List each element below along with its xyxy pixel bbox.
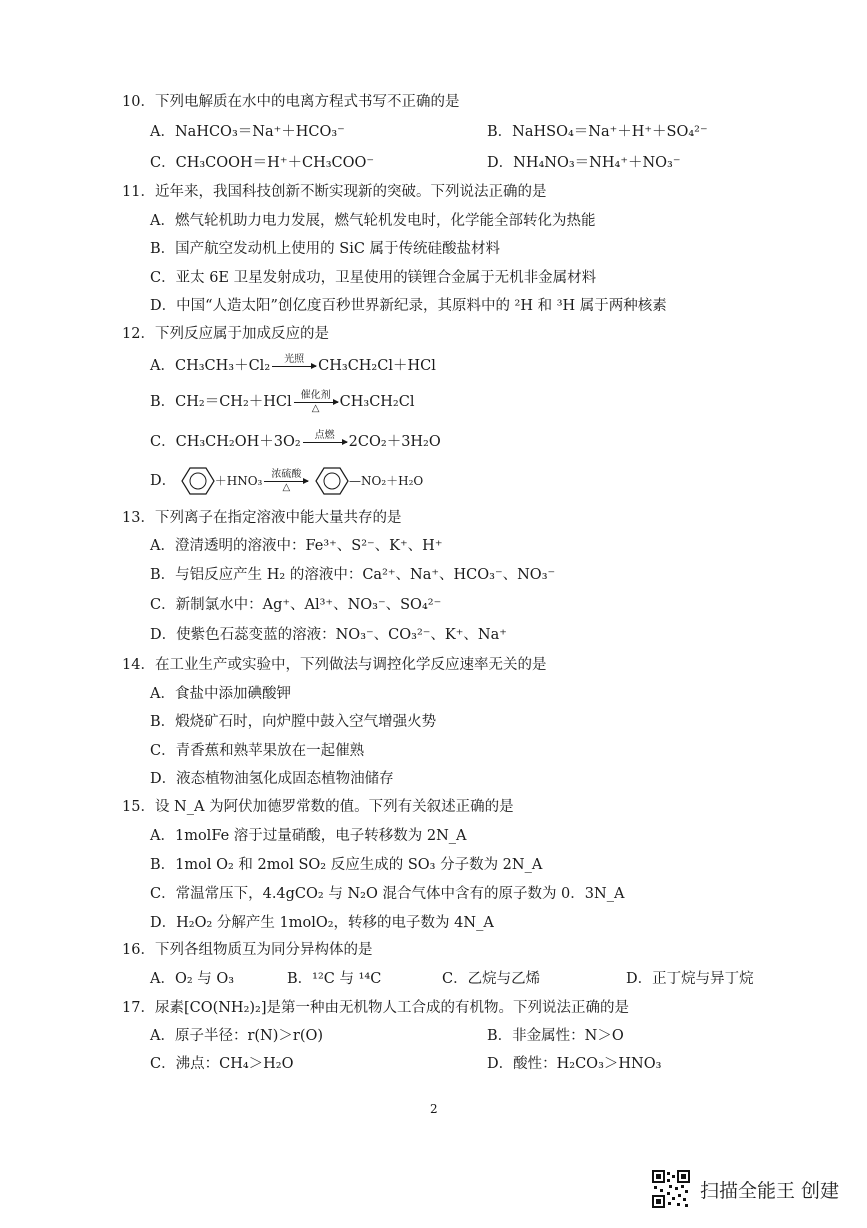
q15-option-d: D．H₂O₂ 分解产生 1molO₂，转移的电子数为 4N_A [150,915,494,931]
q15-option-b: B．1mol O₂ 和 2mol SO₂ 反应生成的 SO₃ 分子数为 2N_A [150,857,543,873]
q14-stem: 14．在工业生产或实验中，下列做法与调控化学反应速率无关的是 [122,657,547,673]
q13-option-c: C．新制氯水中：Ag⁺、Al³⁺、NO₃⁻、SO₄²⁻ [150,597,442,613]
q10-option-d: D．NH₄NO₃＝NH₄⁺＋NO₃⁻ [487,155,681,171]
q16-option-c: C．乙烷与乙烯 [442,971,541,987]
q10-option-c: C．CH₃COOH＝H⁺＋CH₃COO⁻ [150,155,375,171]
q16-option-b: B．¹²C 与 ¹⁴C [287,971,382,987]
q15-stem: 15．设 N_A 为阿伏加德罗常数的值。下列有关叙述正确的是 [122,799,514,815]
reaction-arrow: 点燃 [303,430,347,454]
q16-stem: 16．下列各组物质互为同分异构体的是 [122,942,373,958]
page-number: 2 [430,1102,438,1116]
q15-option-c: C．常温常压下，4.4gCO₂ 与 N₂O 混合气体中含有的原子数为 0．3N_A [150,886,625,902]
reaction-arrow: 催化剂 △ [294,390,338,414]
q17-option-a: A．原子半径：r(N)＞r(O) [150,1028,324,1044]
q15-option-a: A．1molFe 溶于过量硝酸，电子转移数为 2N_A [150,828,467,844]
q12-option-b: B．CH₂＝CH₂＋HCl 催化剂 △ CH₃CH₂Cl [150,390,415,414]
q13-option-d: D．使紫色石蕊变蓝的溶液：NO₃⁻、CO₃²⁻、K⁺、Na⁺ [150,627,507,643]
q12-option-d: D． ＋HNO₃ 浓硫酸 △ —NO₂＋H₂O [150,466,423,496]
q12-stem: 12．下列反应属于加成反应的是 [122,326,329,342]
q11-stem: 11．近年来，我国科技创新不断实现新的突破。下列说法正确的是 [122,184,547,200]
q14-option-c: C．青香蕉和熟苹果放在一起催熟 [150,743,365,759]
q17-stem: 17．尿素[CO(NH₂)₂]是第一种由无机物人工合成的有机物。下列说法正确的是 [122,1000,630,1016]
scanner-watermark [652,1170,852,1214]
watermark-text: 扫描全能王 创建 [700,1180,840,1202]
q12-option-a: A．CH₃CH₃＋Cl₂ 光照 CH₃CH₂Cl＋HCl [150,354,436,378]
q11-option-b: B．国产航空发动机上使用的 SiC 属于传统硅酸盐材料 [150,241,501,257]
q17-option-c: C．沸点：CH₄＞H₂O [150,1056,294,1072]
q17-option-d: D．酸性：H₂CO₃＞HNO₃ [487,1056,662,1072]
q10-option-a: A．NaHCO₃＝Na⁺＋HCO₃⁻ [150,124,345,140]
q11-option-d: D．中国“人造太阳”创亿度百秒世界新纪录，其原料中的 ²H 和 ³H 属于两种核素 [150,298,667,314]
benzene-ring-icon [181,466,215,496]
q16-option-a: A．O₂ 与 O₃ [150,971,235,987]
reaction-arrow: 光照 [272,354,316,378]
q14-option-d: D．液态植物油氢化成固态植物油储存 [150,771,394,787]
qr-code-icon [652,1170,690,1208]
q11-option-c: C．亚太 6E 卫星发射成功，卫星使用的镁锂合金属于无机非金属材料 [150,270,597,286]
benzene-ring-icon [315,466,349,496]
q13-option-a: A．澄清透明的溶液中：Fe³⁺、S²⁻、K⁺、H⁺ [150,538,443,554]
q12-option-c: C．CH₃CH₂OH＋3O₂ 点燃 2CO₂＋3H₂O [150,430,441,454]
q16-option-d: D．正丁烷与异丁烷 [626,971,754,987]
q10-option-b: B．NaHSO₄＝Na⁺＋H⁺＋SO₄²⁻ [487,124,708,140]
reaction-arrow: 浓硫酸 △ [264,469,308,493]
q14-option-a: A．食盐中添加碘酸钾 [150,686,291,702]
q10-stem: 10．下列电解质在水中的电离方程式书写不正确的是 [122,94,460,110]
q14-option-b: B．煅烧矿石时，向炉膛中鼓入空气增强火势 [150,714,437,730]
q13-option-b: B．与铝反应产生 H₂ 的溶液中：Ca²⁺、Na⁺、HCO₃⁻、NO₃⁻ [150,567,556,583]
q13-stem: 13．下列离子在指定溶液中能大量共存的是 [122,510,402,526]
q17-option-b: B．非金属性：N＞O [487,1028,624,1044]
q11-option-a: A．燃气轮机助力电力发展，燃气轮机发电时，化学能全部转化为热能 [150,213,596,229]
